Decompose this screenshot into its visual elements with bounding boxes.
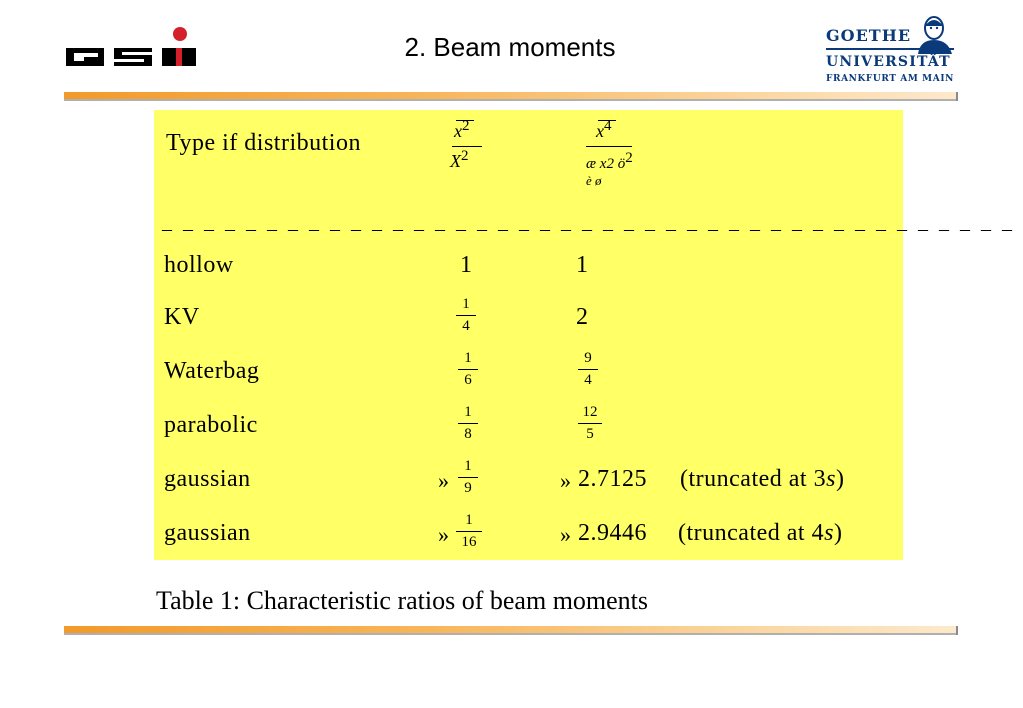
row-waterbag-ratio2: 1 6 — [458, 350, 478, 389]
table-caption: Table 1: Characteristic ratios of beam moments — [156, 586, 649, 615]
row-gaussian-4s-approx2: » — [438, 522, 449, 547]
row-gaussian-3s-approx2: » — [438, 468, 449, 493]
gsi-logo — [64, 26, 198, 70]
header-x2-denominator: $X^2$ — [450, 148, 469, 171]
table-separator: – – – – – – – – – – – – – – – – – – – – – – – – – – – – – – – – – – – – – – – – – — [162, 218, 1015, 240]
row-gaussian-4s-approx4: » — [560, 522, 571, 547]
row-gaussian-4s-ratio4: 2.9446 — [578, 520, 647, 546]
row-gaussian-3s-approx4: » — [560, 468, 571, 493]
row-waterbag-ratio4: 9 4 — [578, 350, 598, 389]
table-header-label: Type if distribution — [166, 130, 361, 156]
header-x4-denominator: æ x2 $ö^2$ è ø — [586, 150, 633, 188]
header-x4-numerator: $x^4$ — [596, 118, 612, 141]
row-gaussian-3s-ratio2: 1 9 — [458, 458, 478, 497]
row-gaussian-3s-ratio4: 2.7125 — [578, 466, 647, 492]
header-x2-numerator: $x^2$ — [454, 118, 470, 141]
beam-moments-table — [154, 110, 1015, 560]
row-kv-ratio2: 1 4 — [456, 296, 476, 335]
row-type-gaussian-4s: gaussian — [164, 520, 251, 546]
slide-title: 2. Beam moments — [404, 32, 616, 62]
row-type-hollow: hollow — [164, 252, 234, 278]
row-gaussian-4s-ratio2: 1 16 — [456, 512, 482, 551]
row-kv-ratio4: 2 — [576, 304, 589, 330]
row-type-gaussian-3s: gaussian — [164, 466, 251, 492]
row-hollow-ratio4: 1 — [576, 252, 589, 278]
row-parabolic-ratio2: 1 8 — [458, 404, 478, 443]
header-divider — [64, 92, 958, 102]
row-parabolic-ratio4: 12 5 — [578, 404, 602, 443]
row-gaussian-3s-note: (truncated at 3s) — [680, 466, 845, 492]
row-type-waterbag: Waterbag — [164, 358, 260, 384]
goethe-university-logo — [826, 14, 960, 90]
row-type-parabolic: parabolic — [164, 412, 258, 438]
row-hollow-ratio2: 1 — [460, 252, 473, 278]
goethe-wordmark: GOETHE — [826, 26, 912, 45]
footer-divider — [64, 626, 958, 636]
goethe-university-wordmark: UNIVERSITÄT — [826, 54, 951, 70]
row-type-kv: KV — [164, 304, 200, 330]
goethe-city-wordmark: FRANKFURT AM MAIN — [826, 74, 954, 84]
row-gaussian-4s-note: (truncated at 4s) — [678, 520, 843, 546]
goethe-portrait-icon — [914, 14, 956, 54]
